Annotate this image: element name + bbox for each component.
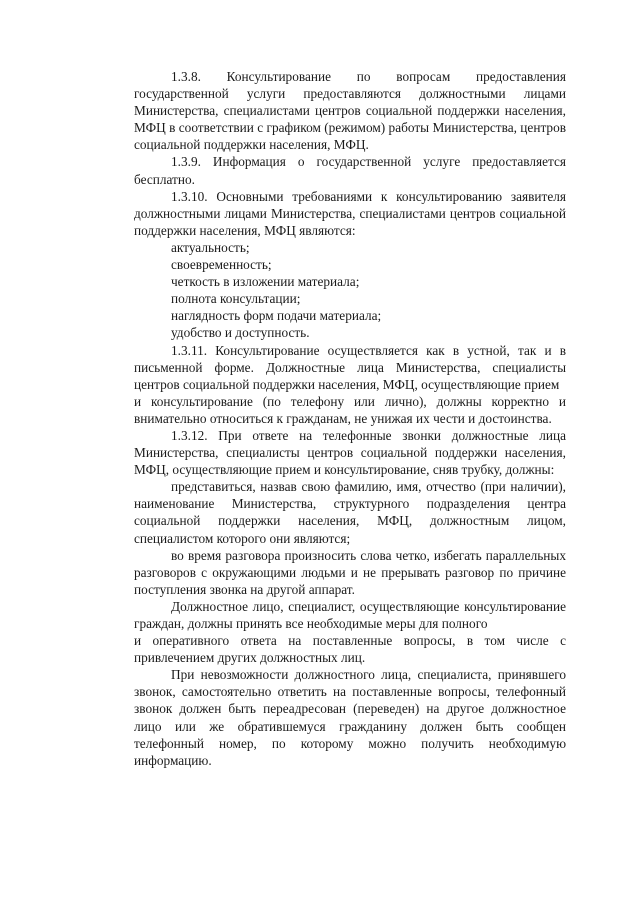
paragraph-redirect-call: При невозможности должностного лица, специалиста, принявшего звонок, самостоятельно ответить на поставленные вопросы, телефонный звонок должен быть переадресован (переведен) на другое должностное лицо или же обратившемуся гражданину должен быть сообщен телефонный номер, по которому можно получить необходимую информацию. bbox=[134, 667, 566, 768]
requirement-item: удобство и доступность. bbox=[171, 325, 310, 341]
requirement-item: своевременность; bbox=[171, 257, 272, 273]
paragraph-introduce: представиться, назвав свою фамилию, имя, отчество (при наличии), наименование Министерства, структурного подразделения центра социальной поддержки населения, МФЦ, должностным лицом, специалистом которого они являются; bbox=[134, 479, 566, 546]
paragraph-1-3-10: 1.3.10. Основными требованиями к консультированию заявителя должностными лицами Министерства, специалистами центров социальной поддержки населения, МФЦ являются: bbox=[134, 188, 566, 238]
paragraph-1-3-11-continuation: и консультирование (по телефону или лично), должны корректно и внимательно относиться к гражданам, не унижая их чести и достоинства. bbox=[134, 393, 566, 426]
paragraph-1-3-8: 1.3.8. Консультирование по вопросам предоставления государственной услуги предоставляются должностными лицами Министерства, специалистами центров социальной поддержки населения, МФЦ в соответствии с графиком (режимом) работы Министерства, центров социальной поддержки населения, МФЦ. bbox=[134, 69, 566, 153]
paragraph-1-3-11: 1.3.11. Консультирование осуществляется как в устной, так и в письменной форме. Должностные лица Министерства, специалисты центров социальной поддержки населения, МФЦ, осуществляющие прием bbox=[134, 342, 566, 392]
requirement-item: актуальность; bbox=[171, 239, 250, 255]
paragraph-speak-clearly: во время разговора произносить слова четко, избегать параллельных разговоров с окружающими людьми и не прерывать разговор по причине поступления звонка на другой аппарат. bbox=[134, 547, 566, 597]
paragraph-1-3-12: 1.3.12. При ответе на телефонные звонки должностные лица Министерства, специалисты центров социальной поддержки населения, МФЦ, осуществляющие прием и консультирование, сняв трубку, должны: bbox=[134, 427, 566, 478]
document-page bbox=[134, 68, 566, 769]
paragraph-official-measures-continuation: и оперативного ответа на поставленные вопросы, в том числе с привлечением других должностных лиц. bbox=[134, 633, 566, 666]
requirement-item: четкость в изложении материала; bbox=[171, 274, 360, 290]
requirement-item: наглядность форм подачи материала; bbox=[171, 308, 382, 324]
paragraph-1-3-9: 1.3.9. Информация о государственной услуге предоставляется бесплатно. bbox=[134, 154, 566, 187]
requirement-item: полнота консультации; bbox=[171, 291, 301, 307]
paragraph-official-measures: Должностное лицо, специалист, осуществляющие консультирование граждан, должны принять все необходимые меры для полного bbox=[134, 598, 566, 631]
